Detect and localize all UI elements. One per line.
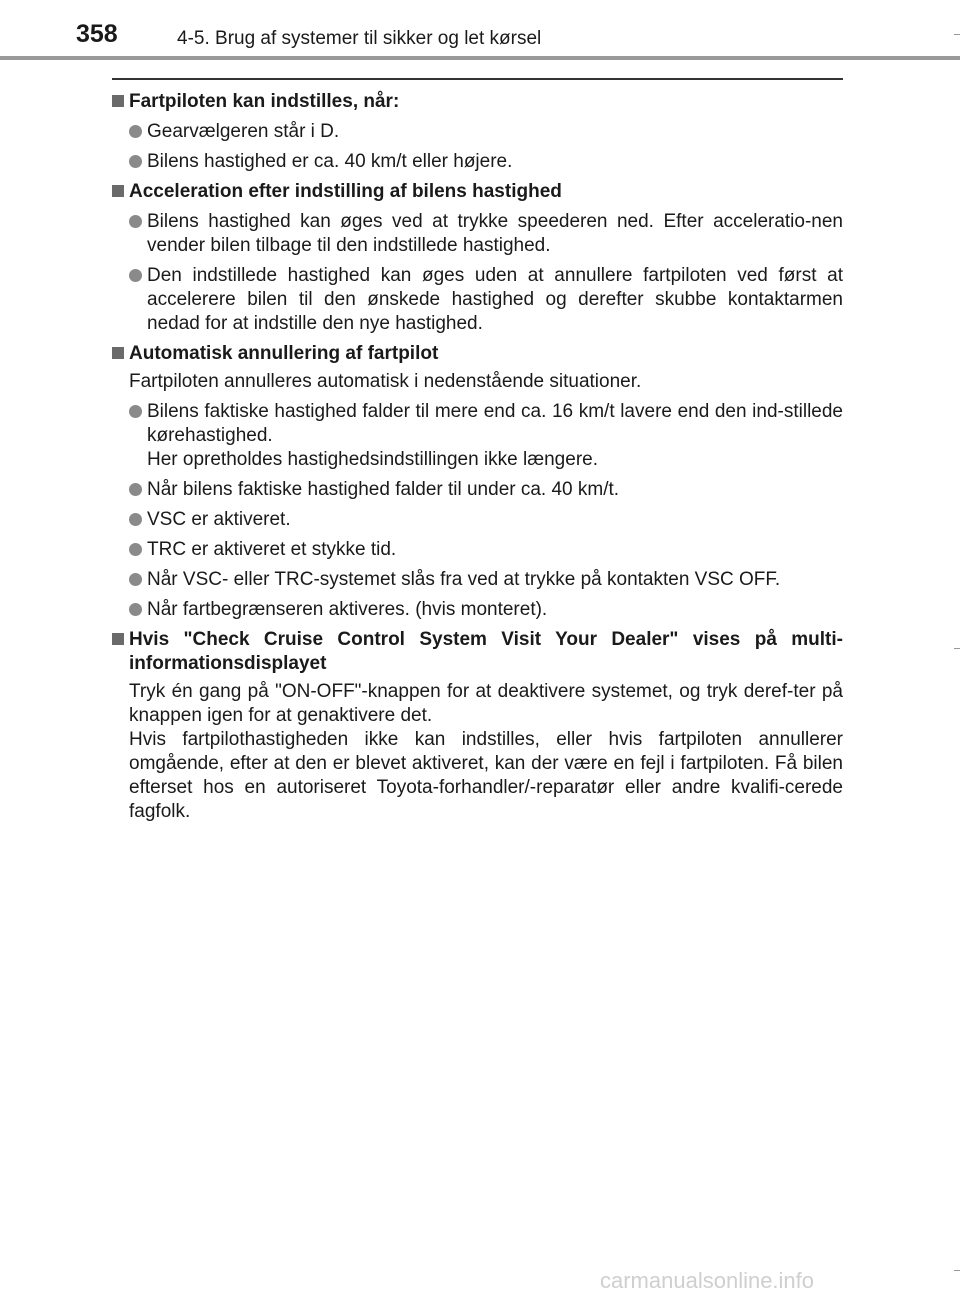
section-auto-cancel (112, 342, 843, 622)
bullet-item (129, 508, 843, 532)
bullet-dot-icon (129, 269, 142, 282)
bullet-item (129, 264, 843, 336)
bullet-text: Når bilens faktiske hastighed falder til under ca. 40 km/t. (147, 479, 620, 500)
section-square-icon (112, 347, 124, 359)
crop-mark (954, 648, 960, 649)
bullet-dot-icon (129, 405, 142, 418)
bullet-text: Når fartbegrænseren aktiveres. (hvis monteret). (147, 599, 548, 620)
crop-mark (954, 34, 960, 35)
crop-mark (954, 1270, 960, 1271)
section-intro: Fartpiloten annulleres automatisk i nedenstående situationer. (129, 371, 642, 392)
bullet-item (129, 568, 843, 592)
bullet-text: Når VSC- eller TRC-systemet slås fra ved at trykke på kontakten VSC OFF. (147, 569, 781, 590)
bullet-dot-icon (129, 573, 142, 586)
bullet-item (129, 120, 843, 144)
bullet-dot-icon (129, 215, 142, 228)
section-square-icon (112, 185, 124, 197)
section-paragraph: Tryk én gang på "ON-OFF"-knappen for at deaktivere systemet, og tryk deref-ter på knappen igen for at genaktivere det. (129, 681, 843, 726)
bullet-text: VSC er aktiveret. (147, 509, 291, 530)
bullet-text: Her opretholdes hastighedsindstillingen ikke længere. (147, 449, 598, 470)
bullet-text: Bilens hastighed er ca. 40 km/t eller højere. (147, 151, 513, 172)
section-title: Fartpiloten kan indstilles, når: (129, 91, 400, 112)
page-number: 358 (76, 20, 118, 48)
content-divider (112, 78, 843, 80)
section-square-icon (112, 633, 124, 645)
bullet-dot-icon (129, 155, 142, 168)
bullet-item (129, 478, 843, 502)
section-acceleration (112, 180, 843, 336)
bullet-text: TRC er aktiveret et stykke tid. (147, 539, 397, 560)
bullet-item (129, 150, 843, 174)
bullet-dot-icon (129, 125, 142, 138)
section-paragraph: Hvis fartpilothastigheden ikke kan indstilles, eller hvis fartpiloten annullerer omgående, efter at den er blevet aktiveret, kan der være en fejl i fartpiloten. Få bilen efterset hos en autoriseret Toyota-forhandler/-reparatør eller andre kvalifi-cerede fagfolk. (129, 729, 843, 822)
section-title: Acceleration efter indstilling af bilens hastighed (129, 181, 562, 202)
header-divider (0, 56, 960, 60)
section-conditions (112, 90, 843, 174)
bullet-item (129, 210, 843, 258)
bullet-item (129, 400, 843, 472)
chapter-title: 4-5. Brug af systemer til sikker og let kørsel (177, 28, 542, 49)
bullet-dot-icon (129, 603, 142, 616)
watermark: carmanualsonline.info (600, 1268, 815, 1293)
section-warning-message (112, 628, 843, 824)
bullet-text: Bilens faktiske hastighed falder til mere end ca. 16 km/t lavere end den ind-stillede kørehastighed. (147, 401, 843, 446)
page-header (0, 0, 960, 64)
section-square-icon (112, 95, 124, 107)
bullet-dot-icon (129, 543, 142, 556)
bullet-dot-icon (129, 513, 142, 526)
bullet-item (129, 598, 843, 622)
bullet-text: Den indstillede hastighed kan øges uden at annullere fartpiloten ved først at accelerere bilen til den ønskede hastighed og derefter skubbe kontaktarmen nedad for at indstille den nye hastighed. (147, 265, 843, 334)
page-content (112, 90, 843, 830)
section-title: Automatisk annullering af fartpilot (129, 343, 439, 364)
section-title: Hvis "Check Cruise Control System Visit Your Dealer" vises på multi-informationsdisplayet (129, 629, 843, 674)
bullet-text: Bilens hastighed kan øges ved at trykke speederen ned. Efter acceleratio-nen vender bilen tilbage til den indstillede hastighed. (147, 211, 843, 256)
bullet-dot-icon (129, 483, 142, 496)
bullet-text: Gearvælgeren står i D. (147, 121, 340, 142)
bullet-item (129, 538, 843, 562)
